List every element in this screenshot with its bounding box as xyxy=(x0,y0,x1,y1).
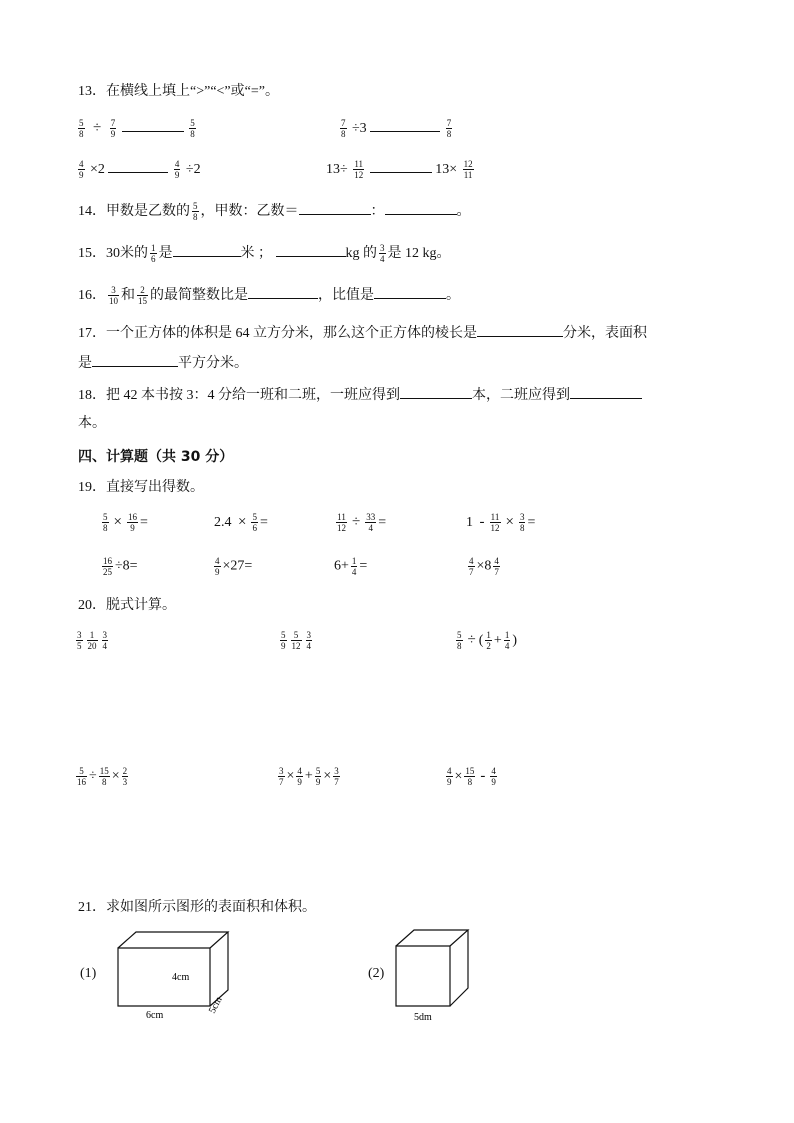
fraction: $\frac{5}{8}$ xyxy=(103,512,108,534)
fraction: $\frac{3}{10}$ xyxy=(109,285,118,307)
fraction: $\frac{5}{6}$ xyxy=(252,512,257,534)
fraction: $\frac{5}{8}$ xyxy=(457,630,462,652)
fraction: $\frac{3}{7}$ xyxy=(334,766,339,787)
q19-item-e: $\frac{16}{25}$ ÷8= xyxy=(103,556,138,577)
fraction: $\frac{3}{4}$ xyxy=(306,630,311,651)
q13-row1-right: $\frac{7}{8}$ ÷3 $\frac{7}{8}$ xyxy=(341,118,452,140)
fraction: $\frac{5}{9}$ xyxy=(281,630,286,651)
q19-item-g: 6+ $\frac{1}{4}$ = xyxy=(334,556,368,577)
fraction: $\frac{7}{8}$ xyxy=(446,118,452,140)
fraction: $\frac{7}{9}$ xyxy=(110,118,116,140)
figure-label: (2) xyxy=(368,966,385,981)
answer-blank[interactable] xyxy=(276,242,346,257)
fraction: $\frac{33}{4}$ xyxy=(366,512,376,534)
q19-title: 19．直接写出得数。 xyxy=(78,480,204,495)
fraction: $\frac{3}{8}$ xyxy=(519,512,525,534)
fraction: $\frac{4}{9}$ xyxy=(447,766,452,788)
fraction: $\frac{3}{4}$ xyxy=(102,630,107,651)
fraction: $\frac{15}{8}$ xyxy=(465,766,475,788)
answer-blank[interactable] xyxy=(248,284,318,299)
fraction: $\frac{4}{7}$ xyxy=(494,556,499,577)
answer-blank[interactable] xyxy=(477,322,563,337)
answer-blank[interactable] xyxy=(92,352,178,367)
fraction: $\frac{1}{6}$ xyxy=(151,243,156,265)
q17-line1: 17．一个正方体的体积是 64 立方分米，那么这个正方体的棱长是 分米，表面积 xyxy=(78,322,647,344)
answer-blank[interactable] xyxy=(108,158,168,173)
fraction: $\frac{3}{5}$ xyxy=(77,630,82,651)
fraction: $\frac{4}{7}$ xyxy=(469,556,474,577)
fraction: $\frac{5}{8}$ xyxy=(79,118,84,140)
fraction: $\frac{5}{8}$ xyxy=(190,118,195,140)
q19-item-c: $\frac{11}{12}$ ÷ $\frac{33}{4}$ = xyxy=(337,512,387,534)
q19-item-f: $\frac{4}{9}$ ×27= xyxy=(215,556,253,577)
q14: 14．甲数是乙数的 $\frac{5}{8}$ ，甲数：乙数＝ ： 。 xyxy=(78,201,471,223)
answer-blank[interactable] xyxy=(385,200,457,215)
q19-item-b: 2.4 × $\frac{5}{6}$ = xyxy=(214,512,268,534)
fraction: $\frac{2}{15}$ xyxy=(138,285,147,307)
fraction: $\frac{16}{25}$ xyxy=(103,556,112,577)
fraction: $\frac{16}{9}$ xyxy=(127,512,137,534)
q20-item-d: $\frac{5}{16}$ ÷ $\frac{15}{8}$ × $\frac{2}{3}$ xyxy=(77,766,128,787)
fraction: $\frac{3}{7}$ xyxy=(279,766,284,787)
fraction: $\frac{4}{9}$ xyxy=(174,159,180,181)
q20-item-a xyxy=(74,630,110,651)
fraction: $\frac{4}{9}$ xyxy=(215,556,220,577)
q18-line1: 18．把 42 本书按 3：4 分给一班和二班，一班应得到 本，二班应得到 xyxy=(78,384,642,406)
cuboid-figure xyxy=(110,926,230,1022)
fraction: $\frac{1}{2}$ xyxy=(486,630,491,652)
fraction: $\frac{5}{9}$ xyxy=(315,766,321,787)
cuboid-height-label: 4cm xyxy=(172,972,190,983)
fraction: $\frac{11}{12}$ xyxy=(490,512,500,534)
cube-edge-label: 5dm xyxy=(414,1012,432,1023)
answer-blank[interactable] xyxy=(173,242,241,257)
fraction: $\frac{11}{12}$ xyxy=(337,512,346,534)
answer-blank[interactable] xyxy=(122,117,184,132)
q20-item-c: $\frac{5}{8}$ ÷ ( $\frac{1}{2}$ + $\frac{1}{4}$ ) xyxy=(457,630,517,652)
q20-title: 20．脱式计算。 xyxy=(78,598,176,613)
cube-figure xyxy=(392,926,474,1024)
fraction: $\frac{5}{12}$ xyxy=(291,630,301,651)
q20-item-e: $\frac{3}{7}$ × $\frac{4}{9}$ + $\frac{5}{9}$ × $\frac{3}{7}$ xyxy=(279,766,339,787)
fraction: $\frac{4}{9}$ xyxy=(79,159,84,181)
figure-label: (1) xyxy=(80,966,97,981)
answer-blank[interactable] xyxy=(370,158,432,173)
fraction: $\frac{3}{4}$ xyxy=(380,243,385,265)
fraction: $\frac{2}{3}$ xyxy=(122,766,128,787)
answer-blank[interactable] xyxy=(299,200,371,215)
fraction: $\frac{1}{4}$ xyxy=(504,630,510,652)
q19-item-h: $\frac{4}{7}$ ×8 $\frac{4}{7}$ xyxy=(469,556,499,577)
fraction: $\frac{1}{4}$ xyxy=(351,556,357,577)
q15: 15．30米的 $\frac{1}{6}$ 是 米 ； kg 的 $\frac{3}{4}$ 是 12 kg。 xyxy=(78,243,451,265)
q16: 16． $\frac{3}{10}$ 和 $\frac{2}{15}$ 的最简整数比是 ，比值是 。 xyxy=(78,285,460,307)
answer-blank[interactable] xyxy=(374,284,446,299)
q19-item-d: 1 - $\frac{11}{12}$ × $\frac{3}{8}$ = xyxy=(466,512,536,534)
fraction: $\frac{5}{16}$ xyxy=(77,766,86,787)
q18-line2: 本。 xyxy=(78,416,106,431)
fraction: $\frac{12}{11}$ xyxy=(463,159,473,181)
q17-line2: 是 平方分米。 xyxy=(78,352,248,374)
fraction: $\frac{11}{12}$ xyxy=(354,159,364,181)
cuboid-length-label: 6cm xyxy=(146,1010,164,1021)
q13-title: 13．在横线上填上“>”“<”或“=”。 xyxy=(78,84,279,99)
section-heading: 四、计算题（共 30 分） xyxy=(78,449,234,465)
fraction: $\frac{5}{8}$ xyxy=(193,201,198,223)
cuboid-depth-label: 5cm xyxy=(206,995,225,1016)
q20-item-b xyxy=(278,630,314,651)
q13-row2-left: $\frac{4}{9}$ ×2 $\frac{4}{9}$ ÷2 xyxy=(79,159,201,181)
answer-blank[interactable] xyxy=(570,384,642,399)
q19-item-a: $\frac{5}{8}$ × $\frac{16}{9}$ = xyxy=(103,512,148,534)
q20-item-f: $\frac{4}{9}$ × $\frac{15}{8}$ - $\frac{4}{9}$ xyxy=(447,766,496,788)
q13-row1-left: $\frac{5}{8}$ ÷ $\frac{7}{9}$ $\frac{5}{8}$ xyxy=(79,118,195,140)
q21-title: 21．求如图所示图形的表面积和体积。 xyxy=(78,900,316,915)
fraction: $\frac{1}{20}$ xyxy=(87,630,97,651)
fraction: $\frac{7}{8}$ xyxy=(341,118,346,140)
answer-blank[interactable] xyxy=(400,384,472,399)
fraction: $\frac{4}{9}$ xyxy=(491,766,496,788)
fraction: $\frac{15}{8}$ xyxy=(99,766,109,787)
fraction: $\frac{4}{9}$ xyxy=(297,766,302,787)
answer-blank[interactable] xyxy=(370,117,440,132)
q13-row2-right: 13÷ $\frac{11}{12}$ 13× $\frac{12}{11}$ xyxy=(326,159,473,181)
